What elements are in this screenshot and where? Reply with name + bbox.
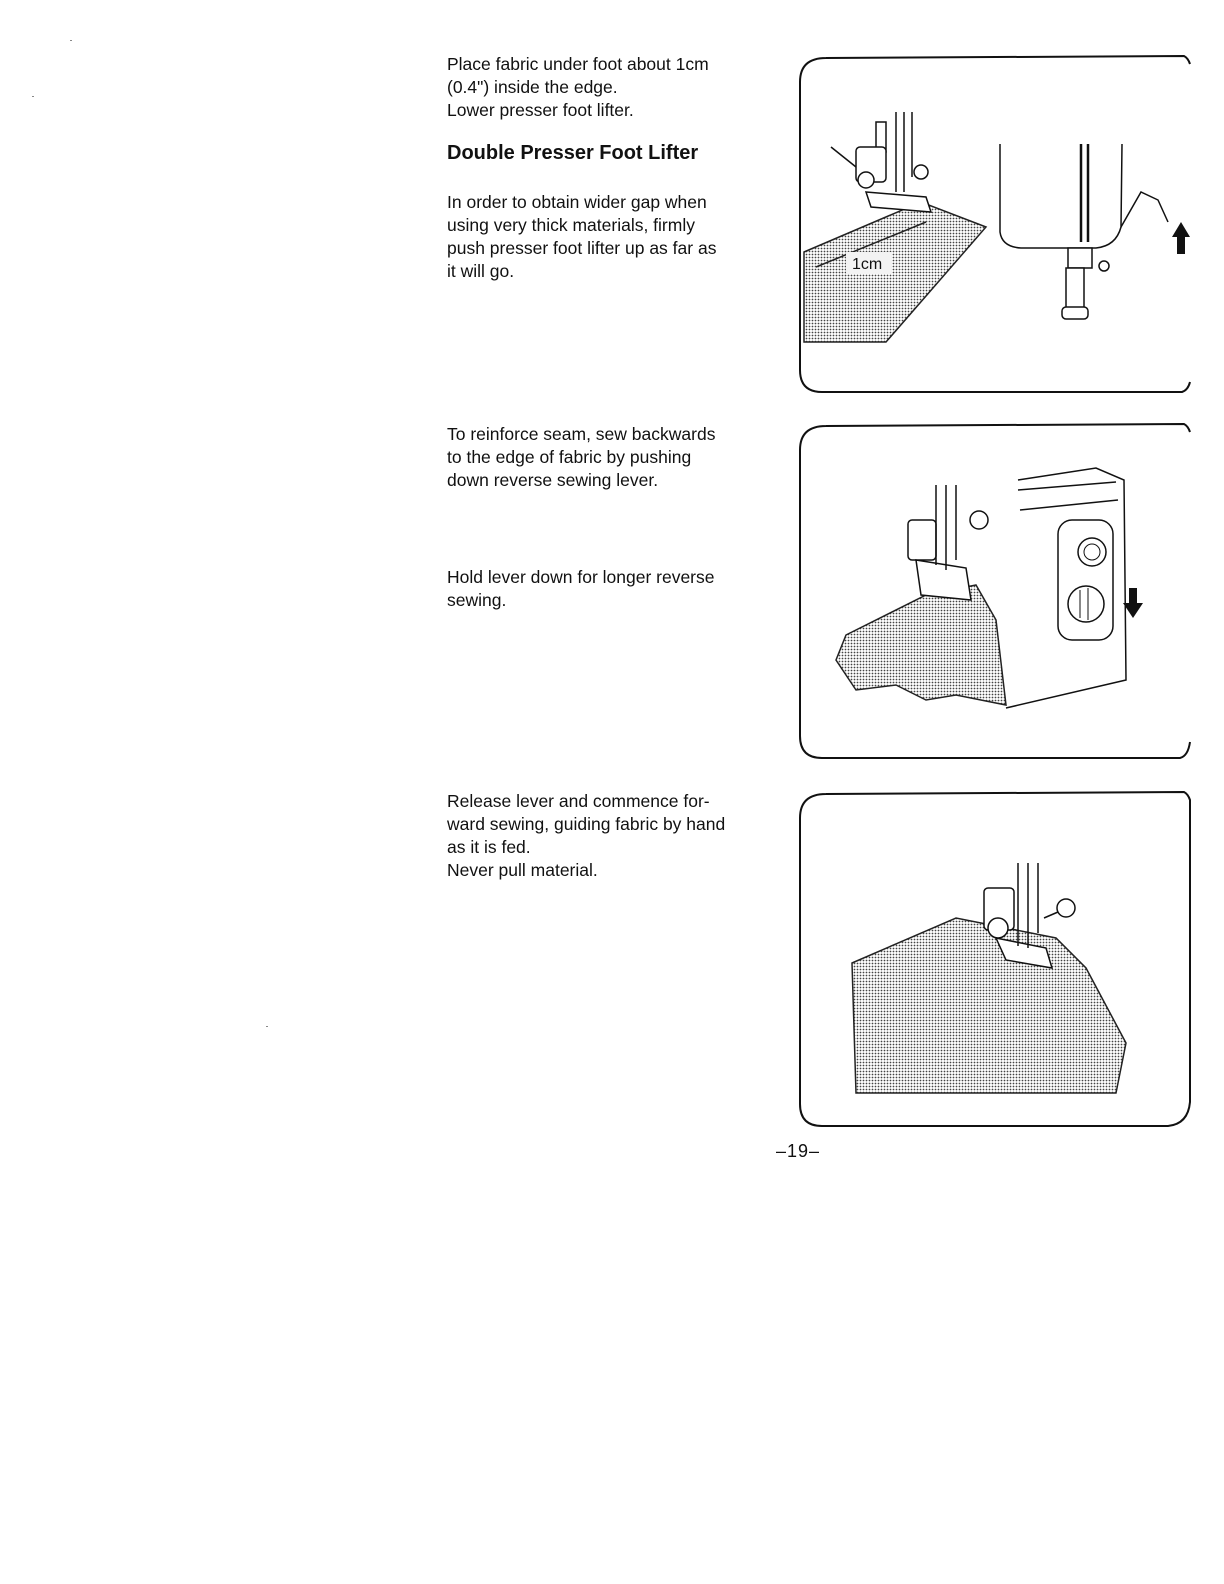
reverse-sewing-illustration (796, 420, 1196, 764)
instruction-line: down reverse sewing lever. (447, 470, 659, 490)
double-lifter-instructions (447, 191, 747, 283)
instruction-line: as it is fed. (447, 837, 531, 857)
scan-speck (32, 96, 34, 97)
instruction-line: ward sewing, guiding fabric by hand (447, 814, 726, 834)
instruction-line: Never pull material. (447, 860, 598, 880)
section-heading: Double Presser Foot Lifter (447, 142, 699, 164)
instruction-line: it will go. (447, 261, 515, 281)
figure-fabric-placement (796, 52, 1196, 396)
instruction-line: sewing. (447, 590, 507, 610)
instruction-line: To reinforce seam, sew backwards (447, 424, 716, 444)
fabric-shape (804, 202, 986, 342)
instruction-line: to the edge of fabric by pushing (447, 447, 692, 467)
fabric-shape (852, 918, 1126, 1093)
reinforce-instructions (447, 423, 747, 492)
arrow-up-icon (1172, 222, 1190, 254)
instruction-line: Hold lever down for longer reverse (447, 567, 715, 587)
page-number: –19– (776, 1141, 821, 1161)
hold-lever-instructions (447, 566, 747, 612)
scan-speck (70, 40, 72, 41)
release-lever-instructions (447, 790, 747, 882)
forward-sewing-illustration (796, 788, 1196, 1130)
instruction-line: using very thick materials, firmly (447, 215, 695, 235)
instruction-line: (0.4") inside the edge. (447, 77, 618, 97)
scan-speck (266, 1026, 268, 1027)
instruction-line: Place fabric under foot about 1cm (447, 54, 709, 74)
intro-instructions (447, 53, 747, 122)
fabric-placement-illustration (796, 52, 1196, 396)
instruction-line: In order to obtain wider gap when (447, 192, 707, 212)
instruction-line: push presser foot lifter up as far as (447, 238, 717, 258)
fabric-shape (836, 585, 1006, 705)
instruction-line: Lower presser foot lifter. (447, 100, 634, 120)
figure-forward-sewing (796, 788, 1196, 1130)
measurement-label: 1cm (852, 256, 883, 273)
instruction-line: Release lever and commence for- (447, 791, 710, 811)
figure-reverse-sewing (796, 420, 1196, 764)
